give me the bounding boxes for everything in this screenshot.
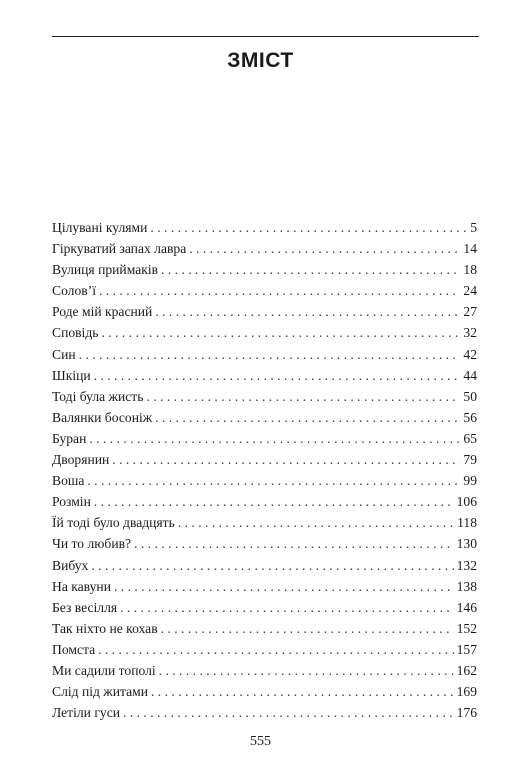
toc-entry-page: 99 <box>463 473 477 489</box>
toc-entry-page: 5 <box>470 220 477 235</box>
toc-entry-page: 44 <box>463 367 477 383</box>
toc-entry-page: 14 <box>463 241 477 257</box>
toc-entry-page: 27 <box>463 304 477 320</box>
toc-entry-page: 130 <box>456 536 477 552</box>
toc-entry-title: Гіркуватий запах лавра <box>52 241 187 257</box>
toc-entry-title: Воша <box>52 473 85 489</box>
leader-dots <box>146 389 460 405</box>
toc-entry-page: 132 <box>456 557 477 573</box>
toc-entry <box>52 241 477 262</box>
toc-entry-page: 42 <box>463 346 477 362</box>
leader-dots <box>155 304 460 320</box>
toc-entry <box>52 642 477 663</box>
toc-entry-title: Без весілля <box>52 599 118 615</box>
leader-dots <box>120 600 453 616</box>
leader-dots <box>134 536 454 552</box>
toc-entry-page: 162 <box>456 662 477 678</box>
toc-entry-page: 169 <box>456 684 477 700</box>
toc-entry-page: 32 <box>463 325 477 341</box>
toc-entry <box>52 368 477 389</box>
toc-entry-page: 18 <box>463 262 477 278</box>
toc-entry <box>52 536 477 557</box>
toc-entry <box>52 347 477 368</box>
toc-entry <box>52 452 477 473</box>
toc-entry-page: 56 <box>463 409 477 425</box>
toc-entry-page: 118 <box>457 515 477 531</box>
toc-entry-page: 146 <box>456 599 477 615</box>
toc-entry-title: Валянки босоніж <box>52 409 153 425</box>
leader-dots <box>98 642 453 658</box>
leader-dots <box>112 452 460 468</box>
toc-entry <box>52 283 477 304</box>
leader-dots <box>161 621 454 637</box>
page-number: 555 <box>250 734 271 749</box>
toc-entry-title: Солов’ї <box>52 283 96 299</box>
toc-entry <box>52 431 477 452</box>
toc-entry-title: Тоді була жисть <box>52 388 144 404</box>
toc-entry-title: Цілувані кулями <box>52 220 148 235</box>
header-rule <box>52 36 479 37</box>
leader-dots <box>178 515 454 531</box>
toc-entry <box>52 220 477 241</box>
toc-entry-page: 138 <box>456 578 477 594</box>
toc-entry <box>52 494 477 515</box>
leader-dots <box>99 283 460 299</box>
toc-entry <box>52 663 477 684</box>
toc-entry <box>52 684 477 705</box>
toc-entry <box>52 600 477 621</box>
toc-entry <box>52 621 477 642</box>
toc-entry-page: 176 <box>456 705 477 721</box>
toc-entry <box>52 558 477 579</box>
toc-entry-page: 24 <box>463 283 477 299</box>
toc-entry <box>52 304 477 325</box>
leader-dots <box>114 579 454 595</box>
toc-entry-page: 152 <box>456 620 477 636</box>
toc-entry-title: Ми садили тополі <box>52 662 156 678</box>
toc-entry-title: Дворянин <box>52 452 110 468</box>
toc-entry <box>52 325 477 346</box>
leader-dots <box>94 368 461 384</box>
toc-entry-title: Чи то любив? <box>52 536 132 552</box>
toc-entry <box>52 262 477 283</box>
toc-entry <box>52 705 477 726</box>
toc-entry <box>52 515 477 536</box>
toc-entry-page: 157 <box>456 641 477 657</box>
toc-entry-page: 79 <box>463 452 477 468</box>
toc-entry <box>52 410 477 431</box>
toc-entry-title: Летіли гуси <box>52 705 121 721</box>
table-of-contents <box>52 220 477 726</box>
leader-dots <box>151 684 454 700</box>
toc-entry-title: Вулиця приймаків <box>52 262 159 278</box>
toc-entry-page: 50 <box>463 388 477 404</box>
leader-dots <box>189 241 460 257</box>
toc-entry-title: Роде мій красний <box>52 304 153 320</box>
toc-entry-page: 106 <box>456 494 477 510</box>
toc-entry-title: Слід під житами <box>52 684 148 700</box>
toc-entry <box>52 473 477 494</box>
toc-entry-page: 65 <box>463 430 477 446</box>
toc-entry-title: Їй тоді було двадцять <box>52 515 175 531</box>
leader-dots <box>91 558 453 574</box>
leader-dots <box>79 347 461 363</box>
toc-entry-title: Син <box>52 346 76 362</box>
toc-entry <box>52 389 477 410</box>
leader-dots <box>89 431 460 447</box>
toc-entry-title: Буран <box>52 430 87 446</box>
toc-entry-title: Шкіци <box>52 367 91 383</box>
leader-dots <box>94 494 454 510</box>
leader-dots <box>155 410 460 426</box>
leader-dots <box>123 705 454 721</box>
leader-dots <box>101 325 460 341</box>
toc-entry <box>52 579 477 600</box>
toc-entry-title: Помста <box>52 641 96 657</box>
leader-dots <box>159 663 454 679</box>
toc-entry-title: Розмін <box>52 494 91 510</box>
toc-entry-title: Сповідь <box>52 325 99 341</box>
page-title: ЗМІСТ <box>227 49 294 72</box>
leader-dots <box>161 262 460 278</box>
toc-entry-title: На кавуни <box>52 578 111 594</box>
leader-dots <box>150 220 467 236</box>
toc-entry-title: Вибух <box>52 557 89 573</box>
toc-entry-title: Так ніхто не кохав <box>52 620 158 636</box>
leader-dots <box>87 473 460 489</box>
